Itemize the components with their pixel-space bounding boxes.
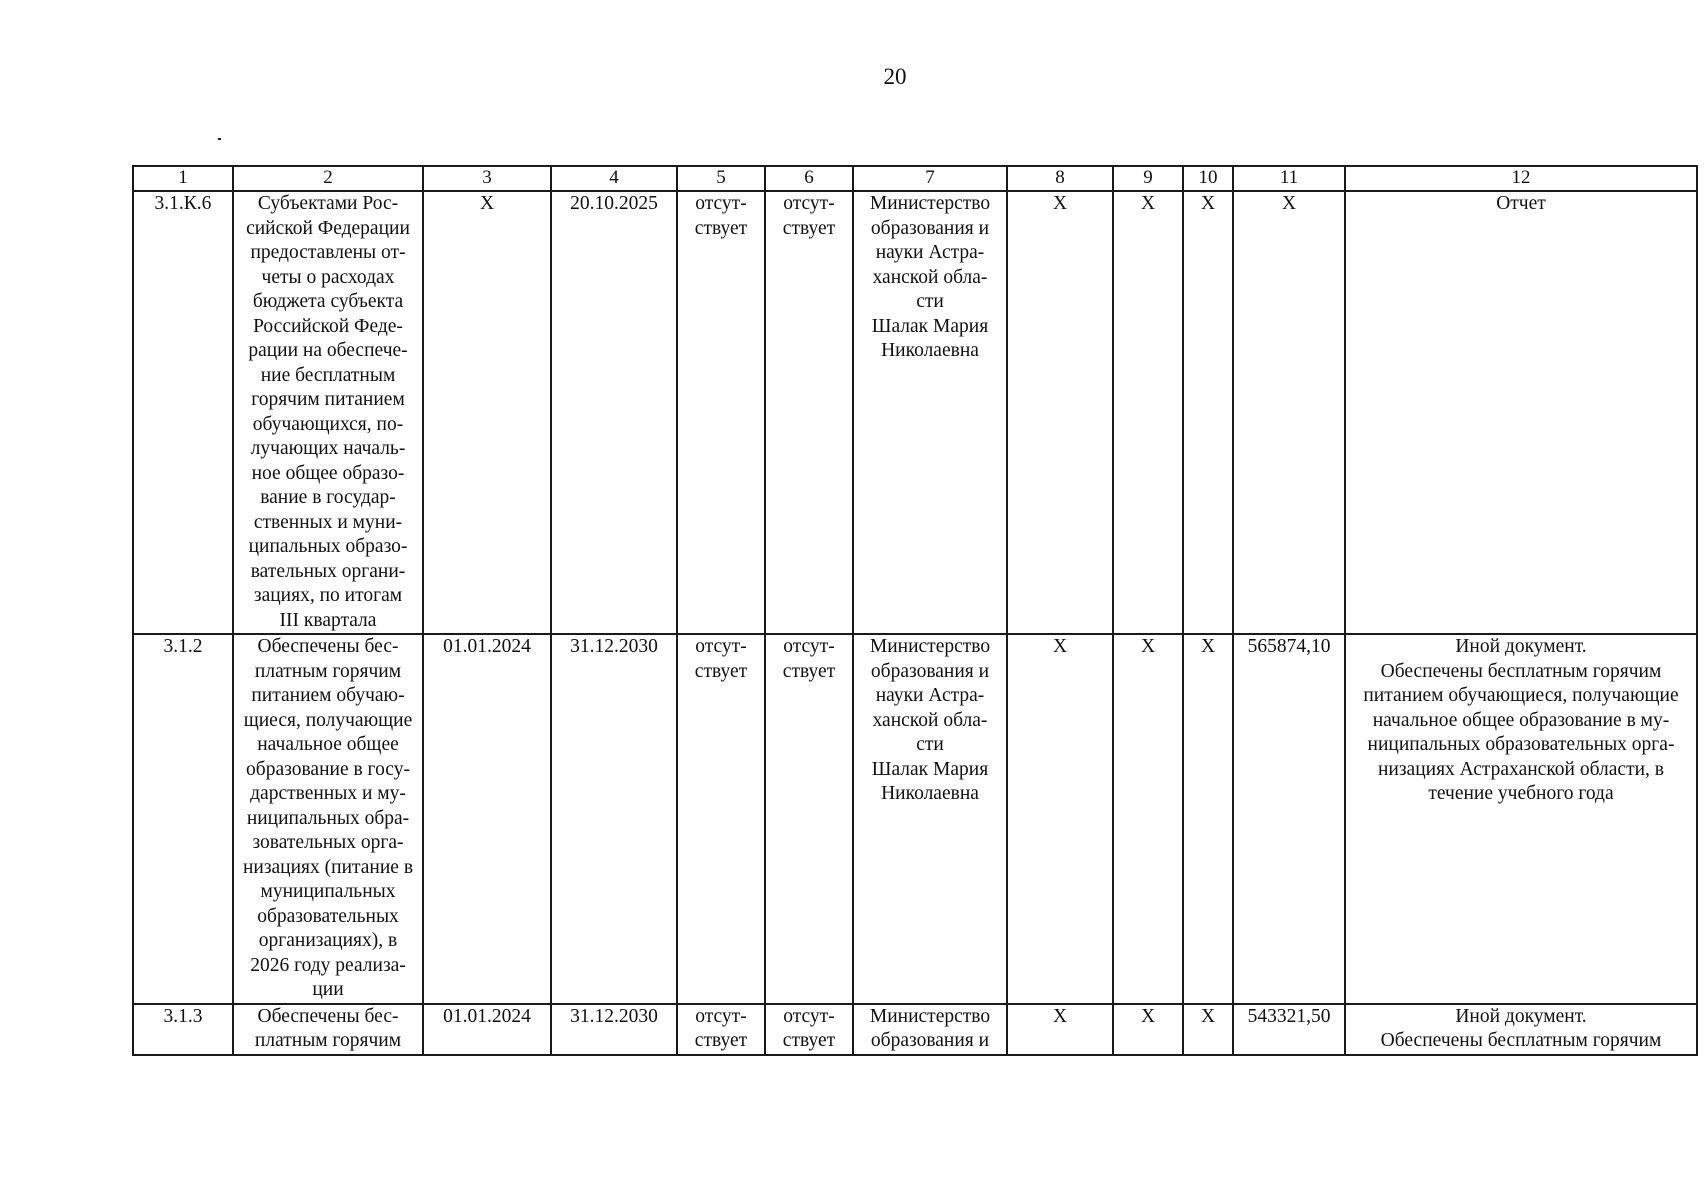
row-number: 3.1.3 (133, 1004, 233, 1055)
header-cell: 9 (1113, 166, 1183, 191)
amount-value: 565874,10 (1233, 634, 1345, 1004)
start-date: 01.01.2024 (423, 634, 551, 1004)
col10-value: Х (1183, 634, 1233, 1004)
col9-value: Х (1113, 191, 1183, 634)
end-date: 31.12.2030 (551, 1004, 677, 1055)
header-cell: 2 (233, 166, 423, 191)
header-cell: 11 (1233, 166, 1345, 191)
col8-value: Х (1007, 191, 1113, 634)
row-number: 3.1.К.6 (133, 191, 233, 634)
table-row (133, 191, 1697, 634)
row-number: 3.1.2 (133, 634, 233, 1004)
table-row (133, 1004, 1697, 1055)
header-cell: 8 (1007, 166, 1113, 191)
col9-value: Х (1113, 1004, 1183, 1055)
col10-value: Х (1183, 191, 1233, 634)
start-date: 01.01.2024 (423, 1004, 551, 1055)
header-cell: 12 (1345, 166, 1697, 191)
document-type: Иной документ. Обеспечены бесплатным горячим питанием обучающиеся, получающие начальное общее образование в му- ниципальных образовательных орга- низациях Астраханской области, в течение учебного года (1345, 634, 1697, 1004)
col6-value: отсут- ствует (765, 634, 853, 1004)
amount-value: 543321,50 (1233, 1004, 1345, 1055)
document-type: Иной документ. Обеспечены бесплатным горячим (1345, 1004, 1697, 1055)
row-description: Обеспечены бес- платным горячим питанием обучаю- щиеся, получающие начальное общее образование в госу- дарственных и му- ниципальных обра- зовательных орга- низациях (питание в муниципальных образовательных организациях), в 2026 году реализа- ции (233, 634, 423, 1004)
responsible-executor: Министерство образования и (853, 1004, 1007, 1055)
end-date: 20.10.2025 (551, 191, 677, 634)
col5-value: отсут- ствует (677, 634, 765, 1004)
responsible-executor: Министерство образования и науки Астра- ханской обла- сти Шалак Мария Николаевна (853, 634, 1007, 1004)
col8-value: Х (1007, 1004, 1113, 1055)
table-row (133, 634, 1697, 1004)
header-cell: 3 (423, 166, 551, 191)
responsible-executor: Министерство образования и науки Астра- ханской обла- сти Шалак Мария Николаевна (853, 191, 1007, 634)
page-number: 20 (883, 64, 907, 89)
document-table (132, 165, 1698, 1056)
header-cell: 5 (677, 166, 765, 191)
col9-value: Х (1113, 634, 1183, 1004)
header-row (133, 166, 1697, 191)
col10-value: Х (1183, 1004, 1233, 1055)
col5-value: отсут- ствует (677, 191, 765, 634)
col5-value: отсут- ствует (677, 1004, 765, 1055)
end-date: 31.12.2030 (551, 634, 677, 1004)
document-type: Отчет (1345, 191, 1697, 634)
header-cell: 6 (765, 166, 853, 191)
header-cell: 1 (133, 166, 233, 191)
col6-value: отсут- ствует (765, 191, 853, 634)
header-cell: 7 (853, 166, 1007, 191)
amount-value: Х (1233, 191, 1345, 634)
row-description: Обеспечены бес- платным горячим (233, 1004, 423, 1055)
header-cell: 4 (551, 166, 677, 191)
col8-value: Х (1007, 634, 1113, 1004)
scan-speck (218, 138, 221, 140)
col6-value: отсут- ствует (765, 1004, 853, 1055)
header-cell: 10 (1183, 166, 1233, 191)
start-date: Х (423, 191, 551, 634)
row-description: Субъектами Рос- сийской Федерации предоставлены от- четы о расходах бюджета субъекта Российской Феде- рации на обеспече- ние бесплатным горячим питанием обучающихся, по- лучающих началь- ное общее образо- вание в государ- ственных и муни- ципальных образо- вательных органи- зациях, по итогам III квартала (233, 191, 423, 634)
